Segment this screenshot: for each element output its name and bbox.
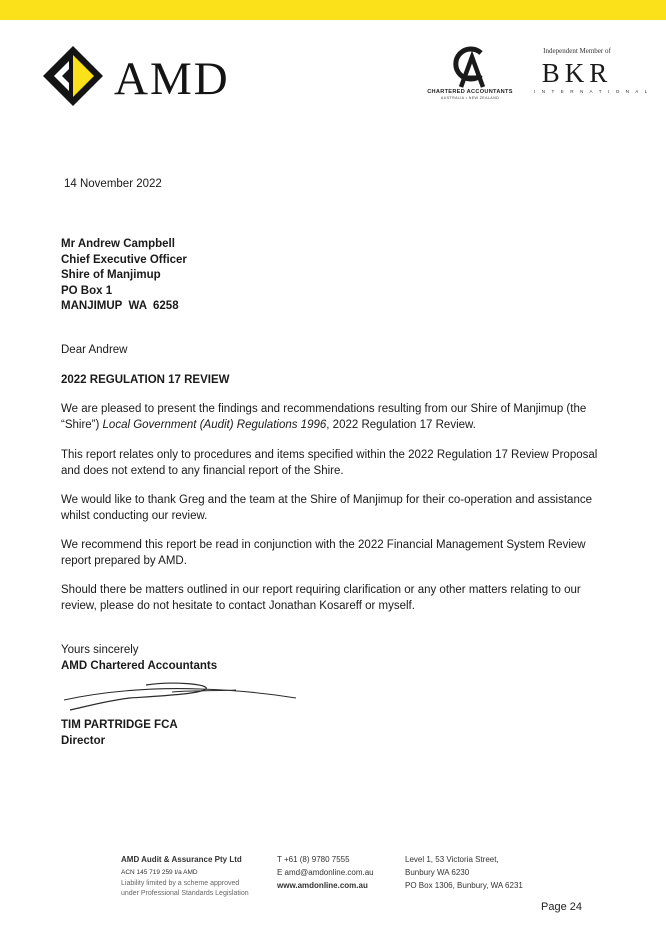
- ca-name: CHARTERED ACCOUNTANTS: [427, 89, 513, 95]
- firm-name: AMD Chartered Accountants: [61, 659, 218, 672]
- bkr-international: I N T E R N A T I O N A L: [534, 89, 650, 94]
- footer-po-box: PO Box 1306, Bunbury, WA 6231: [405, 881, 523, 890]
- amd-wordmark: AMD: [114, 53, 230, 105]
- bkr-wordmark: BKR: [541, 58, 613, 88]
- amd-logo: [42, 45, 242, 107]
- recipient-organisation: Shire of Manjimup: [61, 269, 161, 281]
- signatory-block: [61, 718, 178, 749]
- paragraph-1: [61, 402, 617, 433]
- recipient-title: Chief Executive Officer: [61, 253, 187, 266]
- paragraph-3: We would like to thank Greg and the team at the Shire of Manjimup for their co-operation and assistance whilst conducting our review.: [61, 494, 592, 522]
- closing-text: Yours sincerely: [61, 644, 139, 656]
- paragraph-2: This report relates only to procedures and items specified within the 2022 Regulation 17 Review Proposal and does not extend to any financial report of the Shire.: [61, 449, 598, 477]
- bkr-logo: [534, 47, 650, 94]
- footer-phone: T +61 (8) 9780 7555: [277, 855, 350, 864]
- chartered-accountants-logo: [418, 44, 522, 110]
- footer-company-name: AMD Audit & Assurance Pty Ltd: [121, 855, 242, 864]
- signatory-name: TIM PARTRIDGE FCA: [61, 719, 178, 731]
- footer-address: [405, 853, 523, 892]
- paragraph-1-intro: We are pleased to present the findings and recommendations resulting from our Shire of Manjimup (the “Shire”): [61, 403, 587, 431]
- footer-company: [121, 853, 249, 899]
- handwritten-signature: [60, 676, 300, 716]
- footer-liability-2: under Professional Standards Legislation: [121, 890, 249, 897]
- letter-heading: 2022 REGULATION 17 REVIEW: [61, 374, 230, 386]
- footer-email[interactable]: E amd@amdonline.com.au: [277, 868, 374, 877]
- footer-website[interactable]: www.amdonline.com.au: [277, 881, 368, 890]
- recipient-locality: MANJIMUP WA 6258: [61, 300, 179, 312]
- paragraph-4: We recommend this report be read in conjunction with the 2022 Financial Management System Review report prepared by AMD.: [61, 539, 586, 567]
- page-number: Page 24: [541, 901, 582, 913]
- footer-contact: [277, 853, 374, 892]
- footer-liability-1: Liability limited by a scheme approved: [121, 880, 240, 887]
- bkr-member-text: Independent Member of: [543, 47, 611, 55]
- header-accent-bar: [0, 0, 666, 20]
- amd-diamond-icon: [42, 45, 104, 107]
- footer-address-2: Bunbury WA 6230: [405, 868, 470, 877]
- recipient-name: Mr Andrew Campbell: [61, 238, 175, 250]
- ca-monogram-icon: [447, 44, 493, 88]
- salutation: Dear Andrew: [61, 344, 128, 356]
- letter-date: 14 November 2022: [64, 178, 162, 190]
- paragraph-1-end: , 2022 Regulation 17 Review.: [326, 418, 476, 431]
- signatory-title: Director: [61, 734, 106, 747]
- footer-acn: ACN 145 719 259 t/a AMD: [121, 869, 198, 876]
- ca-region: AUSTRALIA • NEW ZEALAND: [440, 96, 500, 100]
- closing-block: [61, 643, 217, 674]
- recipient-po-box: PO Box 1: [61, 284, 113, 297]
- paragraph-5: Should there be matters outlined in our report requiring clarification or any other matters relating to our review, please do not hesitate to contact Jonathan Kosareff or myself.: [61, 584, 581, 612]
- recipient-address: [61, 237, 187, 315]
- regulation-title: Local Government (Audit) Regulations 1996: [102, 418, 327, 431]
- footer-address-1: Level 1, 53 Victoria Street,: [405, 855, 499, 864]
